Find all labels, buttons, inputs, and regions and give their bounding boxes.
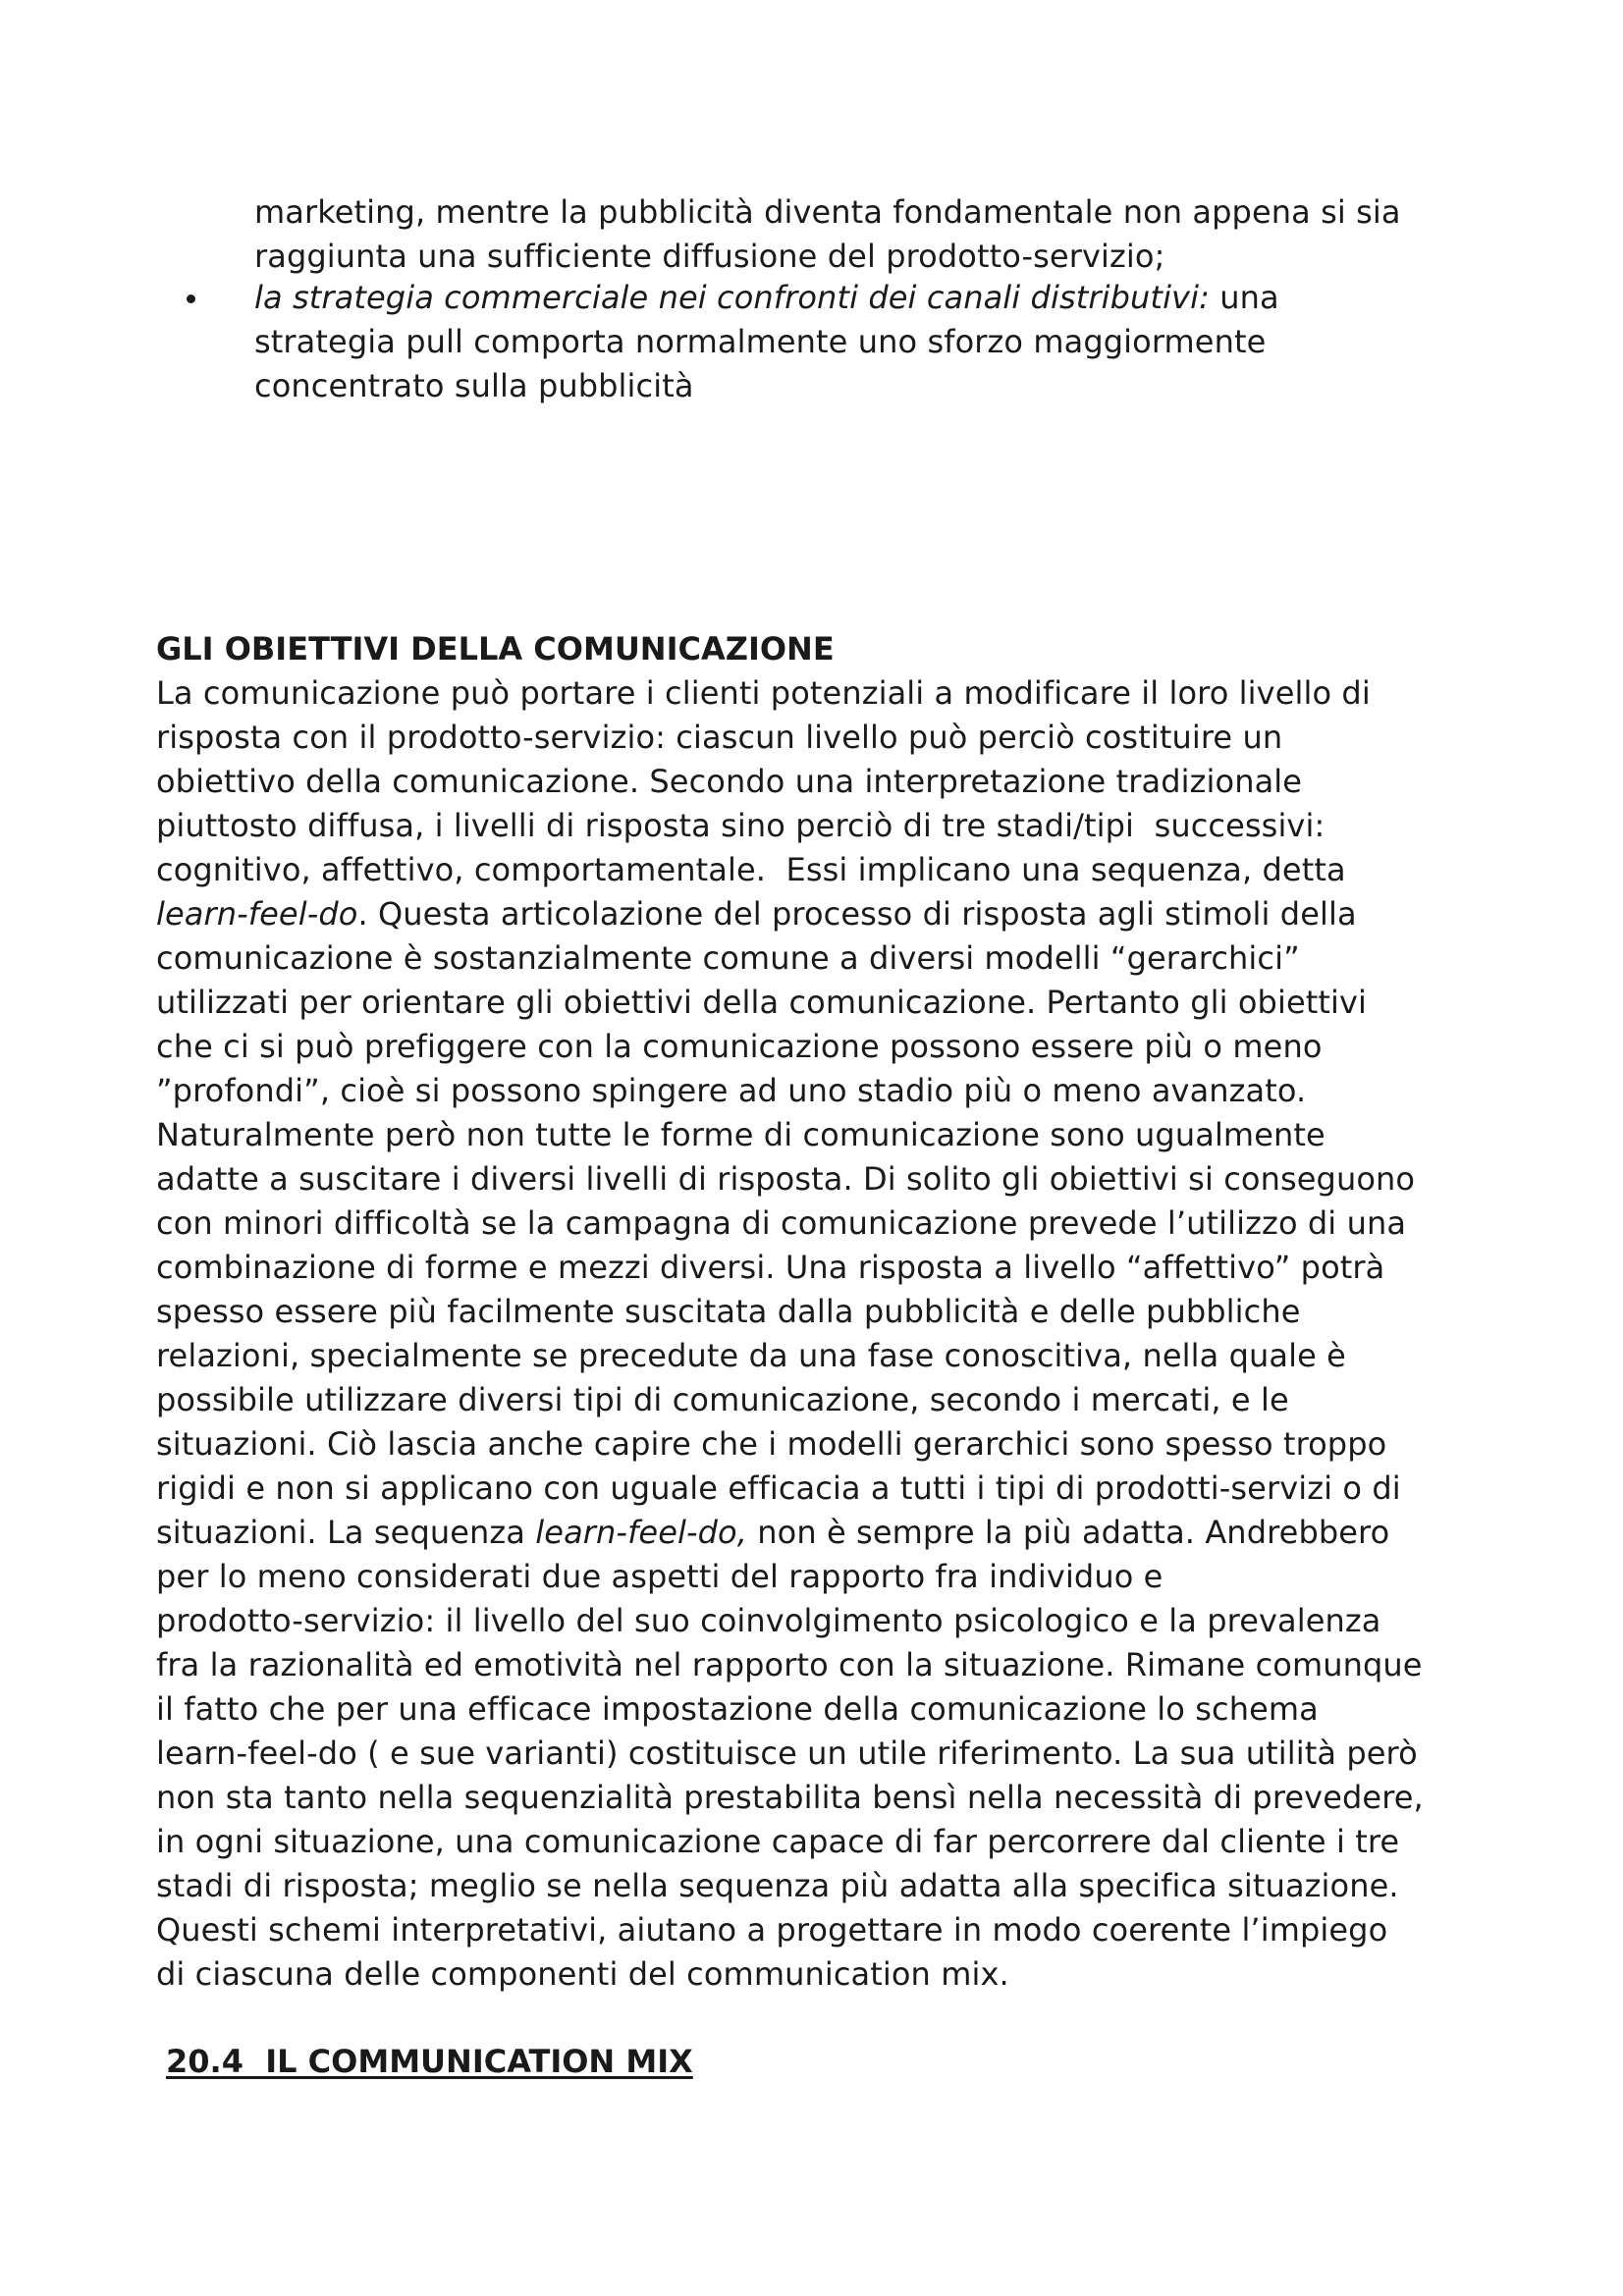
paragraph-line: relazioni, specialmente se precedute da una fase conoscitiva, nella quale è [156, 1337, 1346, 1374]
paragraph-line [156, 1511, 1389, 1555]
bullet-icon [187, 294, 195, 303]
italic-term: learn-feel-do [156, 895, 358, 933]
paragraph-line: rigidi e non si applicano con uguale efficacia a tutti i tipi di prodotti-servizi o di [156, 1469, 1401, 1507]
paragraph-text: . Questa articolazione del processo di risposta agli stimoli della [357, 895, 1357, 933]
paragraph-line: utilizzati per orientare gli obiettivi della comunicazione. Pertanto gli obiettivi [156, 984, 1368, 1021]
paragraph-line: learn-feel-do ( e sue varianti) costituisce un utile riferimento. La sua utilità però [156, 1735, 1418, 1772]
paragraph-line: possibile utilizzare diversi tipi di comunicazione, secondo i mercati, e le [156, 1381, 1289, 1418]
paragraph-line: che ci si può prefiggere con la comunicazione possono essere più o meno [156, 1028, 1323, 1065]
paragraph-line: spesso essere più facilmente suscitata dalla pubblicità e delle pubbliche [156, 1293, 1301, 1330]
paragraph-text: situazioni. La sequenza [156, 1514, 536, 1551]
paragraph-line: situazioni. Ciò lascia anche capire che i modelli gerarchici sono spesso troppo [156, 1425, 1387, 1463]
paragraph-line: La comunicazione può portare i clienti potenziali a modificare il loro livello di [156, 674, 1371, 712]
paragraph-line: comunicazione è sostanzialmente comune a diversi modelli “gerarchici” [156, 939, 1300, 977]
list-continuation-line: marketing, mentre la pubblicità diventa fondamentale non appena si sia [254, 193, 1401, 231]
paragraph-line: non sta tanto nella sequenzialità prestabilita bensì nella necessità di prevedere, [156, 1779, 1424, 1816]
paragraph-line: Naturalmente però non tutte le forme di comunicazione sono ugualmente [156, 1116, 1325, 1153]
paragraph-line: con minori difficoltà se la campagna di comunicazione prevede l’utilizzo di una [156, 1204, 1407, 1242]
paragraph-line: adatte a suscitare i diversi livelli di risposta. Di solito gli obiettivi si conseguono [156, 1160, 1416, 1198]
paragraph-line [156, 892, 1357, 936]
bullet-term: la strategia commerciale nei confronti dei canali distributivi: [254, 279, 1210, 316]
paragraph-line: stadi di risposta; meglio se nella sequenza più adatta alla specifica situazione. [156, 1867, 1399, 1904]
paragraph-line: Questi schemi interpretativi, aiutano a progettare in modo coerente l’impiego [156, 1911, 1388, 1949]
bullet-first-line [254, 276, 1279, 320]
paragraph-line: di ciascuna delle componenti del communication mix. [156, 1955, 1009, 1993]
bullet-text: una [1209, 279, 1279, 316]
paragraph-line: prodotto-servizio: il livello del suo coinvolgimento psicologico e la prevalenza [156, 1602, 1381, 1639]
bullet-line: concentrato sulla pubblicità [254, 367, 694, 404]
paragraph-line: per lo meno considerati due aspetti del rapporto fra individuo e [156, 1558, 1163, 1595]
paragraph-line: ”profondi”, cioè si possono spingere ad uno stadio più o meno avanzato. [156, 1072, 1307, 1109]
paragraph-line: fra la razionalità ed emotività nel rapporto con la situazione. Rimane comunque [156, 1646, 1423, 1683]
section-heading-communication-mix: 20.4 IL COMMUNICATION MIX [166, 2043, 693, 2080]
bullet-line: strategia pull comporta normalmente uno sforzo maggiormente [254, 323, 1267, 360]
section-heading: GLI OBIETTIVI DELLA COMUNICAZIONE [156, 630, 835, 667]
paragraph-text: non è sempre la più adatta. Andrebbero [747, 1514, 1390, 1551]
list-continuation-line: raggiunta una sufficiente diffusione del prodotto-servizio; [254, 238, 1165, 275]
paragraph-line: cognitivo, affettivo, comportamentale. Essi implicano una sequenza, detta [156, 851, 1346, 888]
paragraph-line: in ogni situazione, una comunicazione capace di far percorrere dal cliente i tre [156, 1823, 1400, 1860]
paragraph-line: combinazione di forme e mezzi diversi. Una risposta a livello “affettivo” potrà [156, 1249, 1385, 1286]
paragraph-line: risposta con il prodotto-servizio: ciascun livello può perciò costituire un [156, 719, 1283, 756]
paragraph-line: il fatto che per una efficace impostazione della comunicazione lo schema [156, 1690, 1319, 1728]
italic-term: learn-feel-do, [535, 1514, 748, 1551]
paragraph-line: piuttosto diffusa, i livelli di risposta sino perciò di tre stadi/tipi successivi: [156, 807, 1325, 844]
paragraph-line: obiettivo della comunicazione. Secondo una interpretazione tradizionale [156, 763, 1303, 800]
